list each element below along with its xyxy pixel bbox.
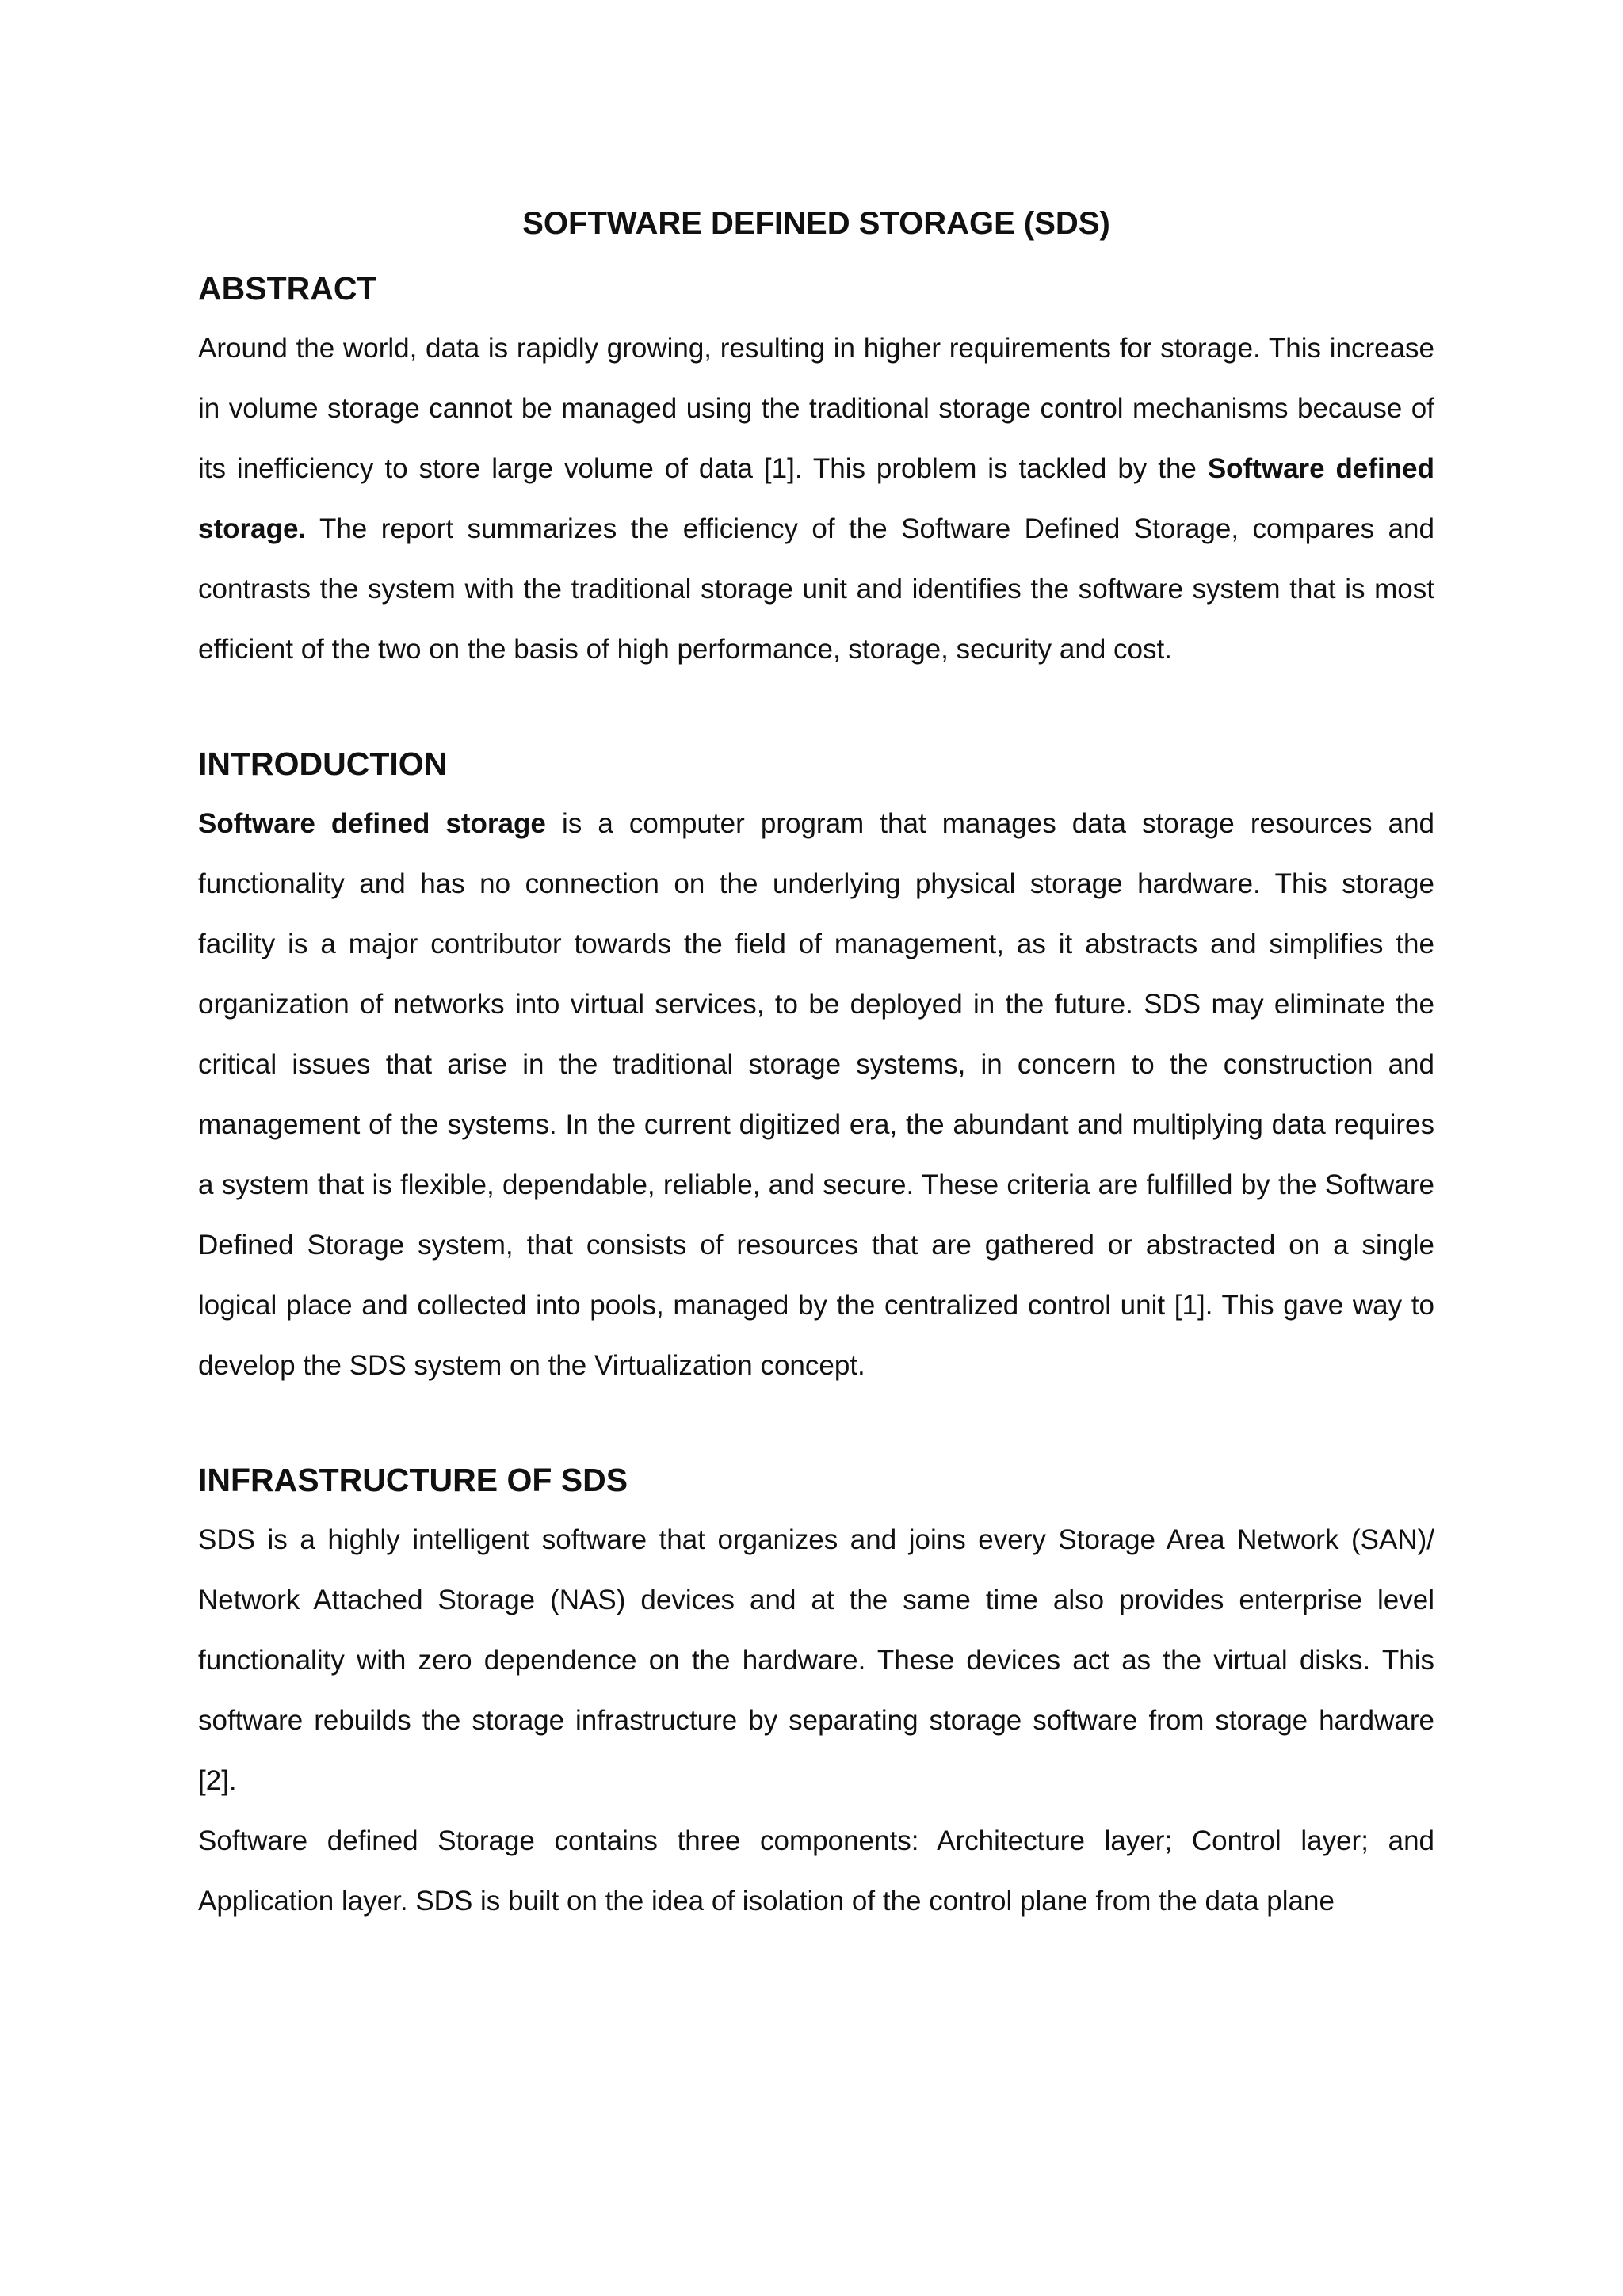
infrastructure-paragraph-2: Software defined Storage contains three components: Architecture layer; Control layer; and Application layer. SDS is built on the idea of isolation of the control plane from the data plane [198,1825,1434,1917]
abstract-text-part-2: The report summarizes the efficiency of the Software Defined Storage, compares and contrasts the system with the traditional storage unit and identifies the software system that is most efficient of the two on the basis of high performance, storage, security and cost. [198,513,1434,665]
abstract-bold-term: Software defined storage. [198,453,1435,544]
section-spacer [198,680,1434,740]
document-title: SOFTWARE DEFINED STORAGE (SDS) [522,206,1110,241]
abstract-heading: ABSTRACT [198,270,377,307]
document-body [198,200,1434,1932]
section-spacer [198,1396,1434,1456]
abstract-paragraph [198,318,1434,680]
introduction-text: is a computer program that manages data storage resources and functionality and has no connection on the underlying physical storage hardware. This storage facility is a major contributor towards the field of management, as it abstracts and simplifies the organization of networks into virtual services, to be deployed in the future. SDS may eliminate the critical issues that arise in the traditional storage systems, in concern to the construction and management of the systems. In the current digitized era, the abundant and multiplying data requires a system that is flexible, dependable, reliable, and secure. These criteria are fulfilled by the Software Defined Storage system, that consists of resources that are gathered or abstracted on a single logical place and collected into pools, managed by the centralized control unit [1]. This gave way to develop the SDS system on the Virtualization concept. [198,808,1435,1381]
introduction-heading: INTRODUCTION [198,746,448,782]
infrastructure-paragraph-1: SDS is a highly intelligent software that organizes and joins every Storage Area Network (SAN)/ Network Attached Storage (NAS) devices and at the same time also provides enterprise level functionality with zero dependence on the hardware. These devices act as the virtual disks. This software rebuilds the storage infrastructure by separating storage software from storage hardware [2]. [198,1524,1434,1796]
introduction-bold-term: Software defined storage [198,808,546,839]
infrastructure-heading: INFRASTRUCTURE OF SDS [198,1462,628,1498]
abstract-text-part-1: Around the world, data is rapidly growing, resulting in higher requirements for storage. This increase in volume storage cannot be managed using the traditional storage control mechanisms because of its inefficiency to store large volume of data [1]. This problem is tackled by the [198,333,1434,484]
introduction-paragraph [198,794,1434,1396]
